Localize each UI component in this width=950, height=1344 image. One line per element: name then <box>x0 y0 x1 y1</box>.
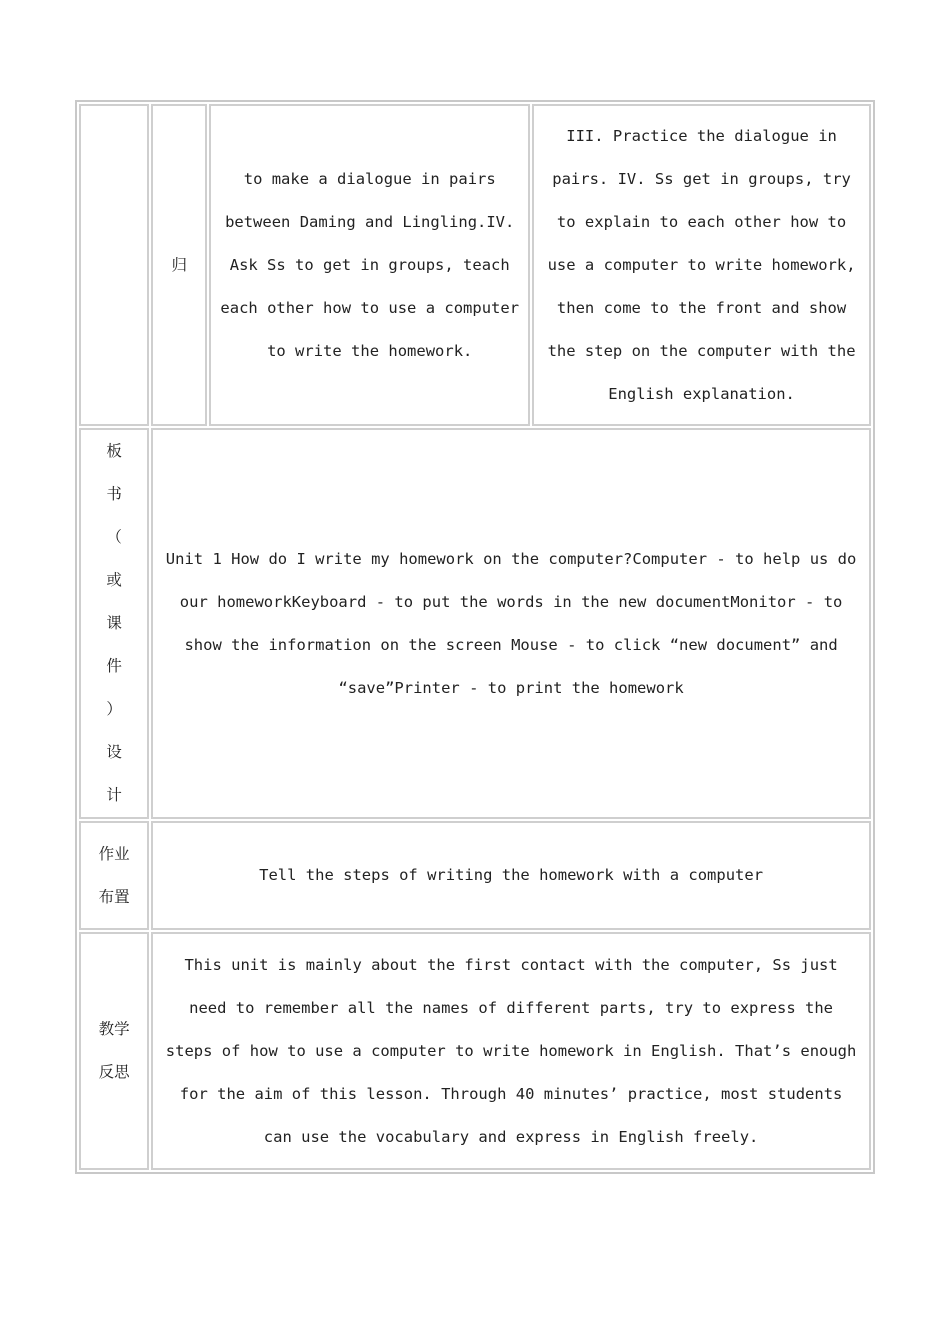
lesson-plan-table <box>75 100 875 1174</box>
homework-content-cell: Tell the steps of writing the homework with a computer <box>151 821 871 930</box>
reflection-label: 教学反思 <box>98 1020 130 1081</box>
table-row <box>79 104 871 426</box>
table-row <box>79 821 871 930</box>
student-activity-cell: III. Practice the dialogue in pairs. IV. Ss get in groups, try to explain to each other how to use a computer to write homework, then come to the front and show the step on the computer with the English explanation. <box>532 104 871 426</box>
teacher-activity-cell: to make a dialogue in pairs between Daming and Lingling.IV. Ask Ss to get in groups, teach each other how to use a computer to write the homework. <box>209 104 530 426</box>
reflection-content-cell: This unit is mainly about the first contact with the computer, Ss just need to remember all the names of different parts, try to express the steps of how to use a computer to write homework in English. That’s enough for the aim of this lesson. Through 40 minutes’ practice, most students can use the vocabulary and express in English freely. <box>151 932 871 1170</box>
blackboard-label: 板书（或课件）设计 <box>106 442 122 804</box>
row-label-cell <box>79 104 149 426</box>
table-row <box>79 428 871 819</box>
blackboard-content-cell: Unit 1 How do I write my homework on the computer?Computer - to help us do our homeworkKeyboard - to put the words in the new documentMonitor - to show the information on the screen Mouse - to click “new document” and “save”Printer - to print the homework <box>151 428 871 819</box>
stage-label-cell: 归 <box>151 104 207 426</box>
table-row <box>79 932 871 1170</box>
blackboard-label-cell <box>79 428 149 819</box>
reflection-label-cell <box>79 932 149 1170</box>
homework-label: 作业布置 <box>98 844 130 906</box>
homework-label-cell <box>79 821 149 930</box>
